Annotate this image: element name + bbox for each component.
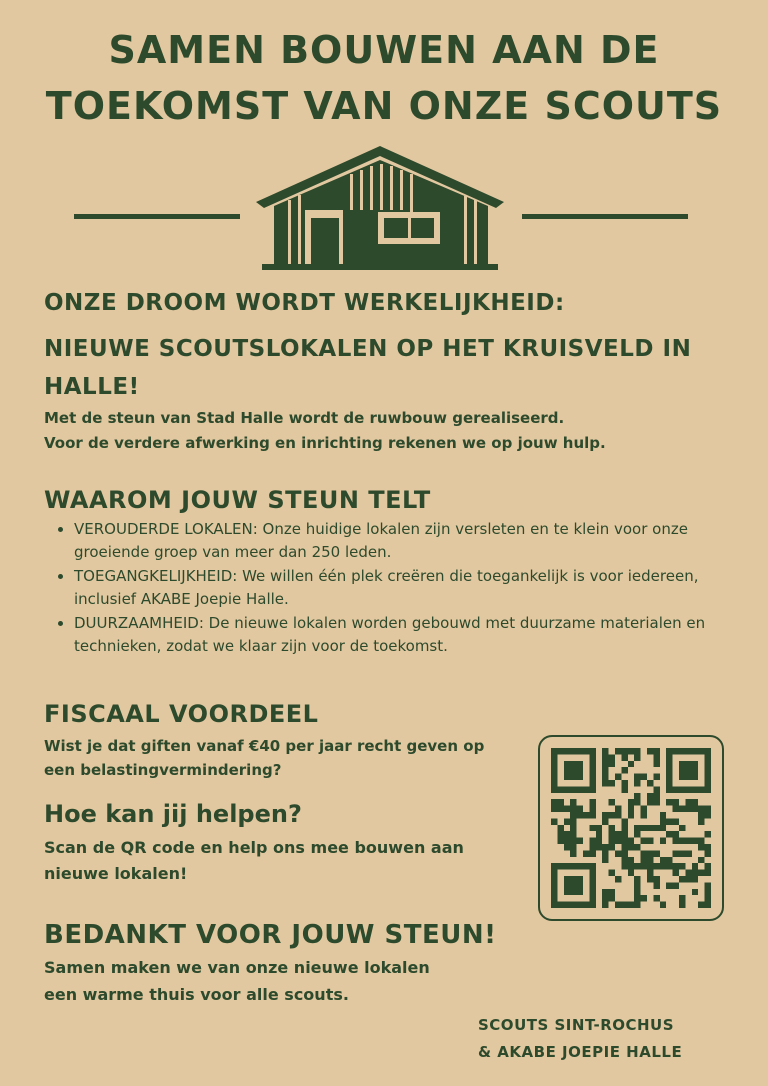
reasons-list (48, 518, 764, 659)
thanks-line-1: Samen maken we van onze nieuwe lokalen (44, 958, 430, 977)
fiscal-heading: FISCAAL VOORDEEL (44, 700, 319, 728)
intro-heading-2: NIEUWE SCOUTSLOKALEN OP HET KRUISVELD IN (44, 336, 692, 362)
help-line-1: Scan de QR code en help ons mee bouwen aan (44, 838, 464, 857)
intro-line-1: Met de steun van Stad Halle wordt de ruwbouw gerealiseerd. (44, 409, 565, 427)
reason-text: De nieuwe lokalen worden gebouwd met duurzame materialen en technieken, zodat we klaar zijn voor de toekomst. (74, 614, 706, 655)
fiscal-line-1: Wist je dat giften vanaf €40 per jaar recht geven op (44, 737, 485, 755)
reason-item (74, 612, 764, 658)
reason-item (74, 518, 764, 564)
reason-label: TOEGANGKELIJKHEID: (74, 567, 238, 585)
why-heading: WAAROM JOUW STEUN TELT (44, 486, 431, 514)
reason-label: DUURZAAMHEID: (74, 614, 204, 632)
help-line-2: nieuwe lokalen! (44, 864, 188, 883)
signature-line-2: & AKABE JOEPIE HALLE (478, 1043, 683, 1061)
signature (478, 1012, 682, 1066)
qr-code-pattern (551, 748, 711, 908)
title-line-2: TOEKOMST VAN ONZE SCOUTS (45, 84, 723, 128)
qr-code[interactable] (538, 735, 724, 921)
reason-label: VEROUDERDE LOKALEN: (74, 520, 258, 538)
reason-text: We willen één plek creëren die toegankelijk is voor iedereen, inclusief AKABE Joepie Halle. (74, 567, 699, 608)
signature-line-1: SCOUTS SINT-ROCHUS (478, 1016, 675, 1034)
intro-heading-1: ONZE DROOM WORDT WERKELIJKHEID: (44, 290, 565, 316)
thanks-line-2: een warme thuis voor alle scouts. (44, 985, 349, 1004)
fiscal-line-2: een belastingvermindering? (44, 761, 282, 779)
poster-title (0, 22, 768, 134)
intro-heading-3: HALLE! (44, 374, 140, 400)
barn-icon (60, 140, 708, 280)
intro-line-2: Voor de verdere afwerking en inrichting rekenen we op jouw hulp. (44, 434, 606, 452)
help-heading: Hoe kan jij helpen? (44, 800, 302, 828)
reason-item (74, 565, 764, 611)
title-line-1: SAMEN BOUWEN AAN DE (108, 28, 660, 72)
thanks-heading: BEDANKT VOOR JOUW STEUN! (44, 920, 497, 950)
reason-text: Onze huidige lokalen zijn versleten en te klein voor onze groeiende groep van meer dan 250 leden. (74, 520, 688, 561)
